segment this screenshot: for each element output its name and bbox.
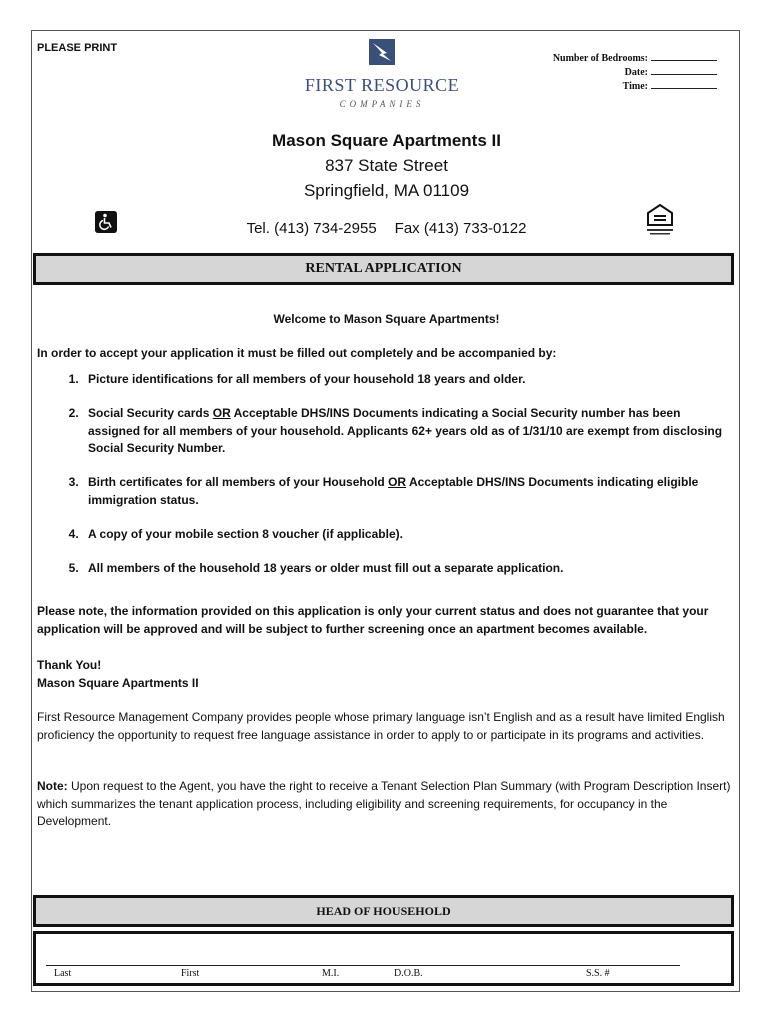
list-item: 4. A copy of your mobile section 8 voucher (if applicable). bbox=[82, 526, 727, 544]
date-field[interactable]: Date: bbox=[553, 65, 717, 79]
property-street: 837 State Street bbox=[325, 156, 448, 175]
office-use-fields bbox=[553, 51, 717, 93]
welcome-text: Welcome to Mason Square Apartments! bbox=[273, 312, 500, 326]
logo-title: FIRST RESOURCE bbox=[304, 75, 460, 95]
ssn-label: S.S. # bbox=[586, 968, 610, 979]
please-note-text: Please note, the information provided on this application is only your current status and does not guarantee that your application will be approved and will be subject to further screening once an apartment becomes available. bbox=[37, 604, 709, 636]
head-of-household-entry[interactable] bbox=[33, 931, 734, 986]
list-item: 2. Social Security cards OR Acceptable DHS/INS Documents indicating a Social Security number has been assigned for all members of your household. Applicants 62+ years old as of 1/31/10 are exempt from disclosing Social Security Number. bbox=[82, 405, 727, 458]
rental-application-heading: RENTAL APPLICATION bbox=[33, 253, 734, 285]
first-name-label: First bbox=[181, 968, 200, 979]
company-logo-icon bbox=[369, 39, 395, 65]
bedrooms-field[interactable]: Number of Bedrooms: bbox=[553, 51, 717, 65]
telephone: Tel. (413) 734-2955 bbox=[246, 220, 377, 237]
contact-line bbox=[32, 220, 741, 237]
thank-you-block: Thank You! Mason Square Apartments II bbox=[37, 658, 199, 690]
tenant-selection-note: Note: Upon request to the Agent, you have the right to receive a Tenant Selection Plan Summary (with Program Description Insert) which summarizes the tenant application process, including eligibility and screening requirements, for occupancy in the Development. bbox=[37, 779, 731, 828]
equal-housing-icon bbox=[638, 203, 682, 237]
last-name-label: Last bbox=[54, 968, 72, 979]
list-item: 3. Birth certificates for all members of your Household OR Acceptable DHS/INS Documents indicating eligible immigration status. bbox=[82, 474, 727, 509]
entry-line bbox=[46, 965, 680, 966]
fax: Fax (413) 733-0122 bbox=[394, 220, 527, 237]
dob-label: D.O.B. bbox=[394, 968, 423, 979]
middle-initial-label: M.I. bbox=[322, 968, 340, 979]
application-page bbox=[31, 30, 740, 992]
list-item: 1. Picture identifications for all members of your household 18 years and older. bbox=[82, 371, 727, 389]
logo-subtitle: COMPANIES bbox=[339, 99, 425, 109]
head-of-household-heading: HEAD OF HOUSEHOLD bbox=[33, 895, 734, 927]
time-field[interactable]: Time: bbox=[553, 79, 717, 93]
property-name: Mason Square Apartments II bbox=[272, 131, 501, 150]
please-print-label: PLEASE PRINT bbox=[37, 42, 118, 54]
intro-text: In order to accept your application it must be filled out completely and be accompanied by: bbox=[37, 346, 557, 360]
requirements-list bbox=[37, 371, 727, 594]
language-assistance-notice: First Resource Management Company provides people whose primary language isn’t English and as a result have limited English proficiency the opportunity to request free language assistance in order to apply to or participate in its programs and activities. bbox=[37, 710, 725, 742]
list-item: 5. All members of the household 18 years or older must fill out a separate application. bbox=[82, 560, 727, 578]
property-city: Springfield, MA 01109 bbox=[303, 181, 470, 200]
